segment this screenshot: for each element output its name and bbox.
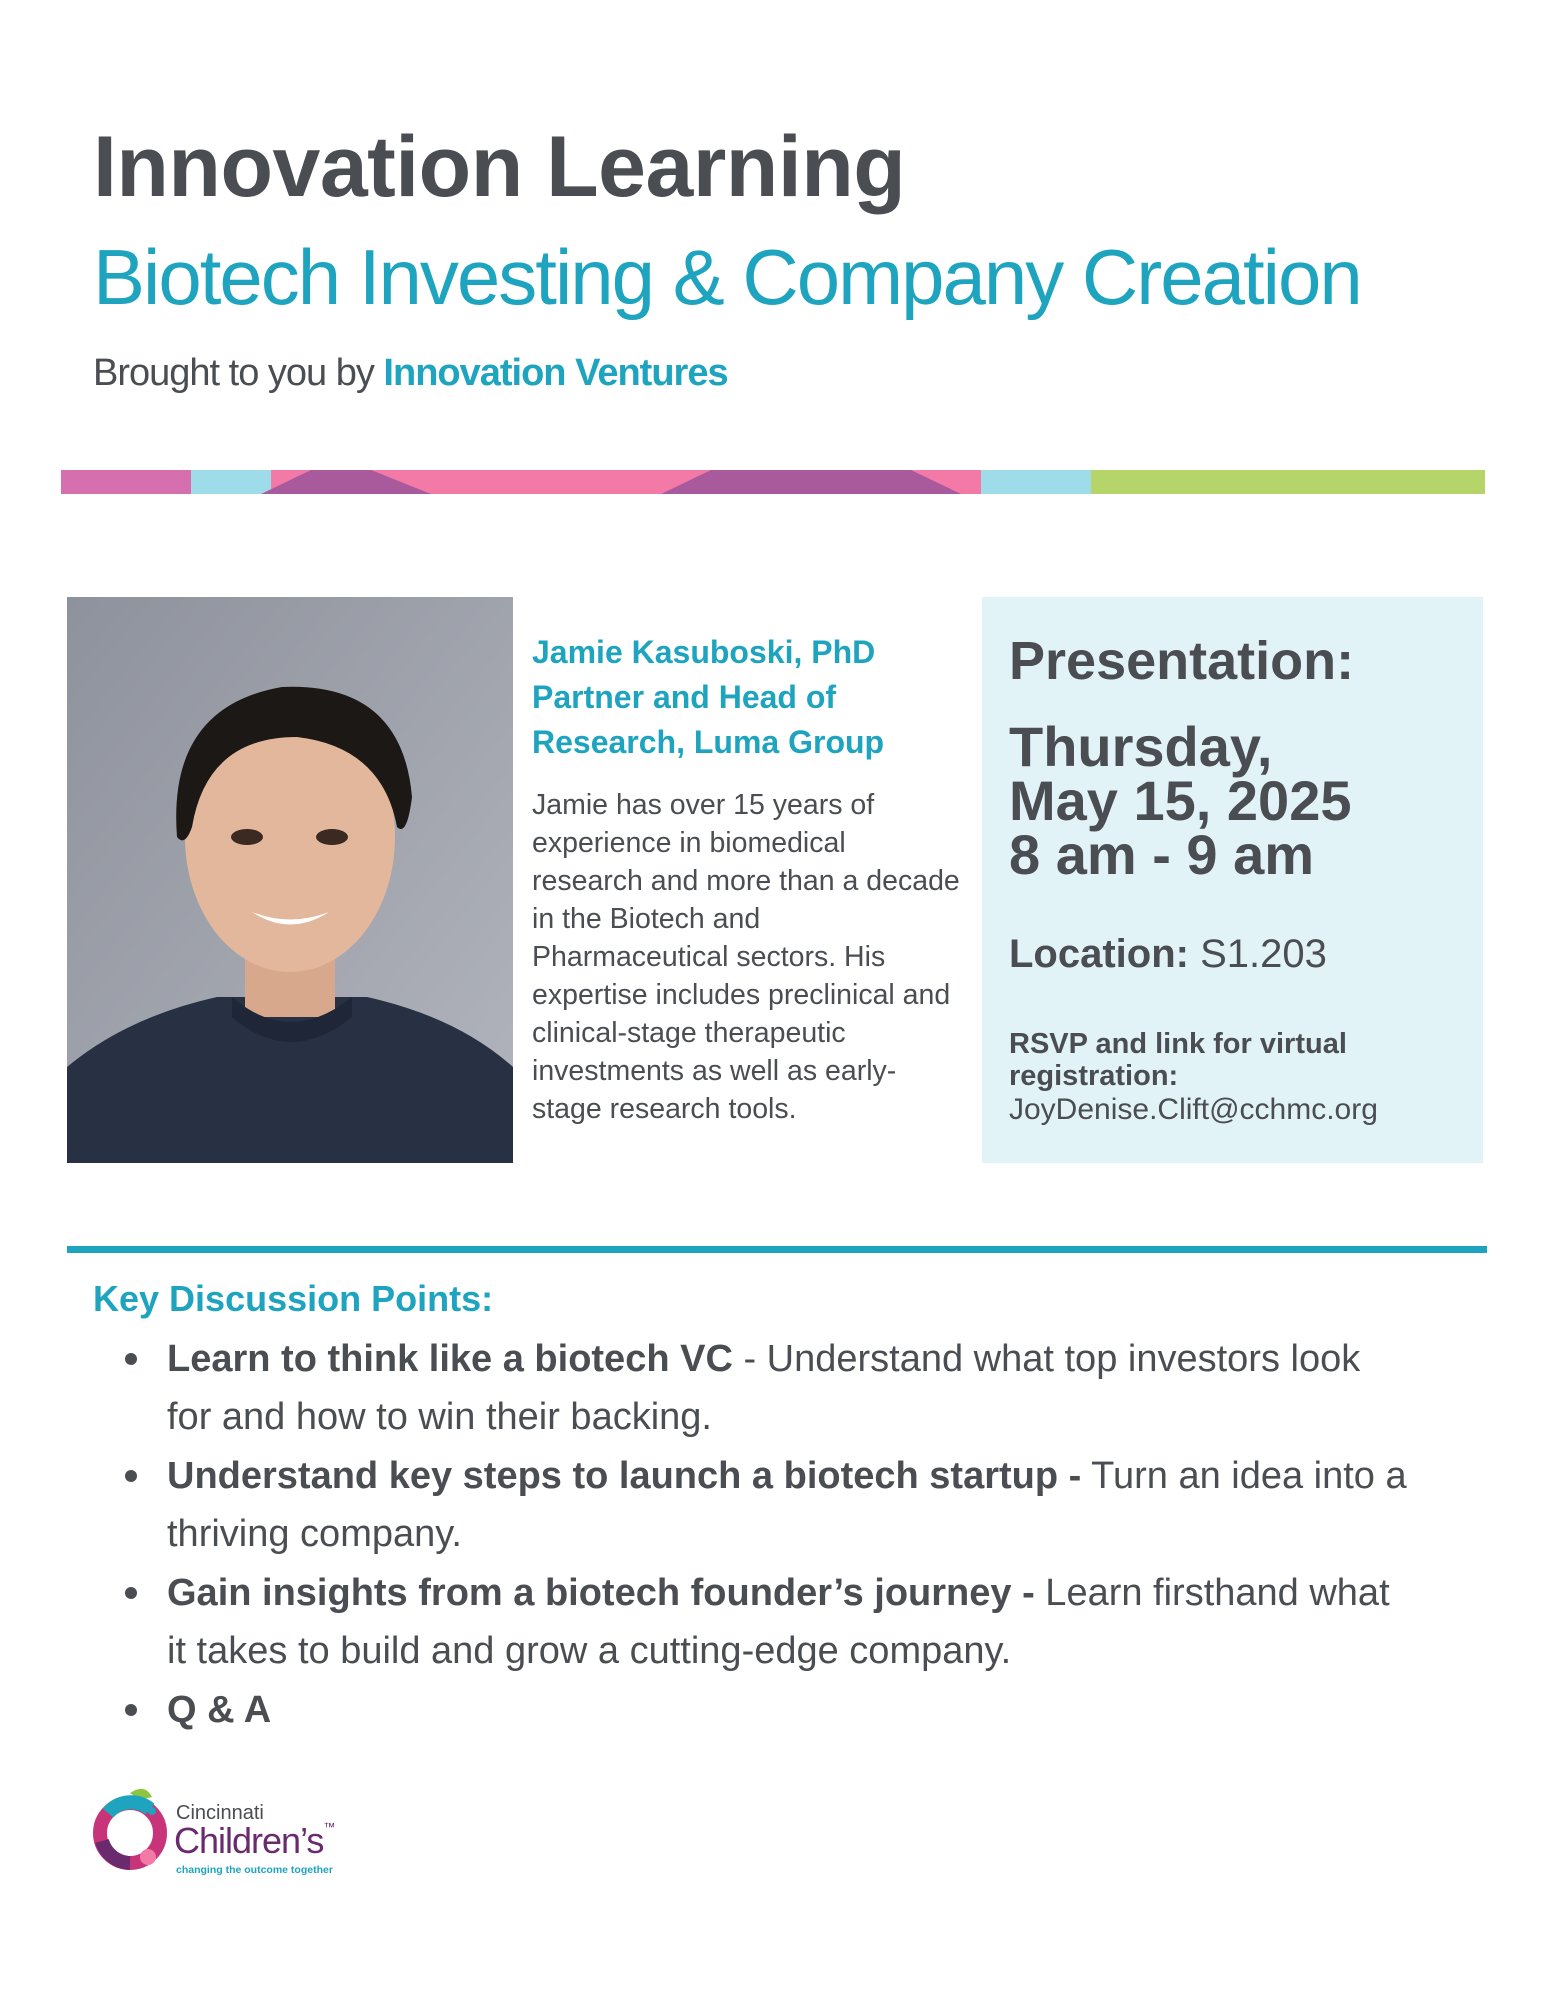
list-item <box>125 1564 1415 1680</box>
speaker-photo <box>67 597 513 1163</box>
location-label: Location: <box>1009 932 1189 976</box>
sponsor-line <box>93 352 728 395</box>
logo-text-city: Cincinnati <box>176 1802 264 1824</box>
page-title: Innovation Learning <box>93 119 906 215</box>
page-subtitle: Biotech Investing & Company Creation <box>93 233 1361 321</box>
list-item <box>125 1681 1415 1739</box>
speaker-title-line1: Partner and Head of <box>532 679 837 715</box>
point-heading: Learn to think like a biotech VC <box>167 1338 733 1380</box>
bullet-icon <box>125 1587 137 1599</box>
discussion-title: Key Discussion Points: <box>93 1278 494 1319</box>
point-heading: Gain insights from a biotech founder’s journey - <box>167 1572 1035 1614</box>
presentation-datetime <box>1009 715 1479 886</box>
point-text: - Understand what top investors look for and how to win their backing. <box>167 1338 1361 1438</box>
cincinnati-childrens-logo-icon <box>90 1783 172 1873</box>
point-text: Turn an idea into a thriving company. <box>167 1455 1407 1555</box>
rsvp-email-link[interactable]: JoyDenise.Clift@cchmc.org <box>1009 1093 1378 1126</box>
bullet-icon <box>125 1470 137 1482</box>
presentation-label: Presentation: <box>1009 631 1355 691</box>
rsvp-label: RSVP and link for virtual registration: <box>1009 1028 1347 1092</box>
bullet-icon <box>125 1704 137 1716</box>
point-text: Learn firsthand what it takes to build and grow a cutting-edge company. <box>167 1572 1390 1672</box>
location-value: S1.203 <box>1200 932 1327 976</box>
sponsor-org: Innovation Ventures <box>383 352 728 394</box>
decorative-color-stripe <box>61 470 1485 494</box>
speaker-title-line2: Research, Luma Group <box>532 724 885 760</box>
point-heading: Q & A <box>167 1689 272 1731</box>
logo-trademark: ™ <box>323 1820 335 1834</box>
list-item <box>125 1330 1415 1446</box>
location-line <box>1009 932 1327 977</box>
section-divider <box>67 1246 1487 1253</box>
point-heading: Understand key steps to launch a biotech startup - <box>167 1455 1082 1497</box>
speaker-name: Jamie Kasuboski, PhD <box>532 634 876 670</box>
discussion-points-list <box>125 1330 1415 1740</box>
sponsor-prefix: Brought to you by <box>93 352 374 394</box>
speaker-name-block <box>532 630 952 765</box>
presentation-date: May 15, 2025 <box>1009 769 1352 832</box>
logo-text-name <box>174 1820 334 1862</box>
logo-name: Children’s <box>174 1820 324 1861</box>
presentation-day: Thursday, <box>1009 715 1273 778</box>
bullet-icon <box>125 1353 137 1365</box>
presentation-time: 8 am - 9 am <box>1009 823 1315 886</box>
logo-tagline: changing the outcome together <box>176 1864 333 1876</box>
list-item <box>125 1447 1415 1563</box>
speaker-bio: Jamie has over 15 years of experience in biomedical research and more than a decade in the Biotech and Pharmaceutical sectors. His expertise includes preclinical and clinical-stage therapeutic investments as well as early-stage research tools. <box>532 789 960 1125</box>
